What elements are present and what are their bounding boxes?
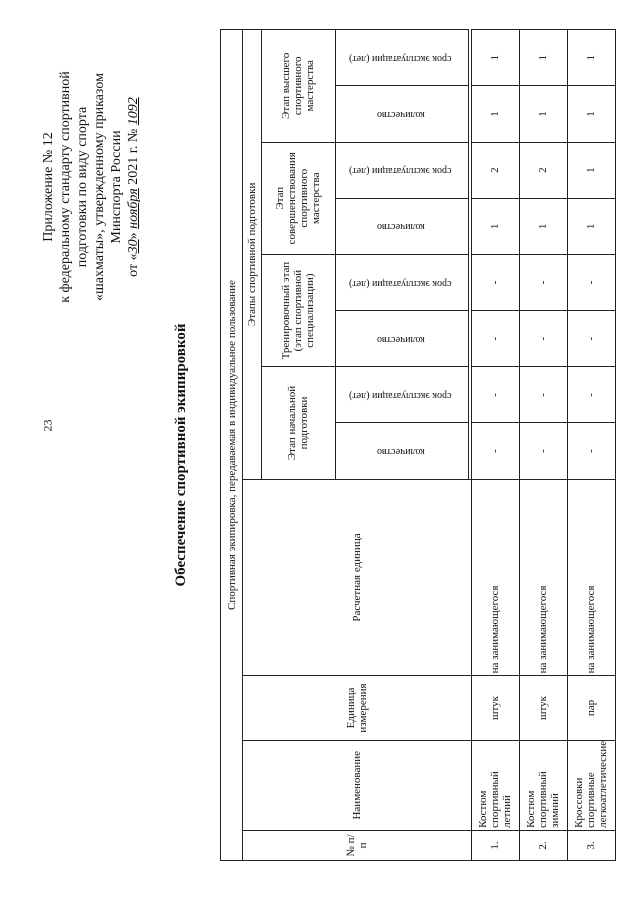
page-number: 23 [40,419,55,432]
approval-block [40,67,142,307]
cell-value: - [567,367,615,423]
appendix-number: Приложение № 12 [41,132,56,242]
cell-value: 1 [471,86,519,142]
date-month: ноября [126,188,141,229]
cell-value: - [519,423,567,479]
approval-date-line [125,67,142,307]
row-number: 2. [519,830,567,860]
cell-value: 1 [567,30,615,86]
cell-value: - [567,311,615,367]
item-calc-unit: на занимающегося [471,479,519,676]
stage-improvement: Этап совершенствования спортивного мастерства [261,142,335,254]
cell-value: - [471,423,519,479]
sub-qty: количество [335,86,469,142]
item-calc-unit: на занимающегося [567,479,615,676]
document-title: Обеспечение спортивной экипировкой [173,323,189,587]
col-calc-header: Расчетная единица [243,479,472,676]
cell-value: 1 [471,30,519,86]
date-day: 30 [126,239,141,254]
item-calc-unit: на занимающегося [519,479,567,676]
cell-value: 1 [471,198,519,254]
sub-term: срок эксплуатации (лет) [335,142,469,198]
sub-qty: количество [335,311,469,367]
date-year: 2021 г. № [126,125,141,189]
date-mid: » [126,228,141,240]
cell-value: - [519,311,567,367]
cell-value: 2 [519,142,567,198]
item-name: Костюм спортивный летний [471,740,519,830]
row-number: 1. [471,830,519,860]
cell-value: - [519,254,567,310]
item-unit: штук [471,676,519,740]
cell-value: - [567,423,615,479]
col-name-header: Наименование [243,740,472,830]
sub-term: срок эксплуатации (лет) [335,367,469,423]
stage-initial: Этап начальной подготовки [261,367,335,479]
item-unit: пар [567,676,615,740]
approval-line-5: Минспорта России [109,130,124,244]
approval-line-2: к федеральному стандарту спортивной [58,71,73,303]
col-unit-header: Единица измерения [243,676,472,740]
table-row [567,30,615,861]
cell-value: 1 [519,86,567,142]
cell-value: - [519,367,567,423]
approval-line-4: «шахматы», утвержденному приказом [92,73,107,301]
table-row [471,30,519,861]
stages-header: Этапы спортивной подготовки [243,30,261,480]
cell-value: 2 [471,142,519,198]
item-name: Кроссовки спортивные легкоатлетические [567,740,615,830]
sub-term: срок эксплуатации (лет) [335,30,469,86]
table-row [519,30,567,861]
cell-value: 1 [519,30,567,86]
cell-value: - [471,254,519,310]
date-prefix: от « [126,253,141,277]
stage-training: Тренировочный этап (этап спортивной специализации) [261,254,335,366]
row-number: 3. [567,830,615,860]
cell-value: 1 [567,198,615,254]
item-name: Костюм спортивный зимний [519,740,567,830]
sub-qty: количество [335,198,469,254]
item-unit: штук [519,676,567,740]
sub-qty: количество [335,423,469,479]
table-main-header: Спортивная экипировка, передаваемая в индивидуальное пользование [221,30,243,861]
approval-line-3: подготовки по виду спорта [75,106,90,268]
col-number-header: № п/п [243,830,472,860]
cell-value: - [567,254,615,310]
order-number: 1092 [126,97,141,126]
cell-value: - [471,367,519,423]
equipment-table [220,29,616,861]
sub-term: срок эксплуатации (лет) [335,254,469,310]
cell-value: 1 [567,86,615,142]
cell-value: 1 [519,198,567,254]
cell-value: - [471,311,519,367]
cell-value: 1 [567,142,615,198]
stage-higher-mastery: Этап высшего спортивного мастерства [261,30,335,143]
